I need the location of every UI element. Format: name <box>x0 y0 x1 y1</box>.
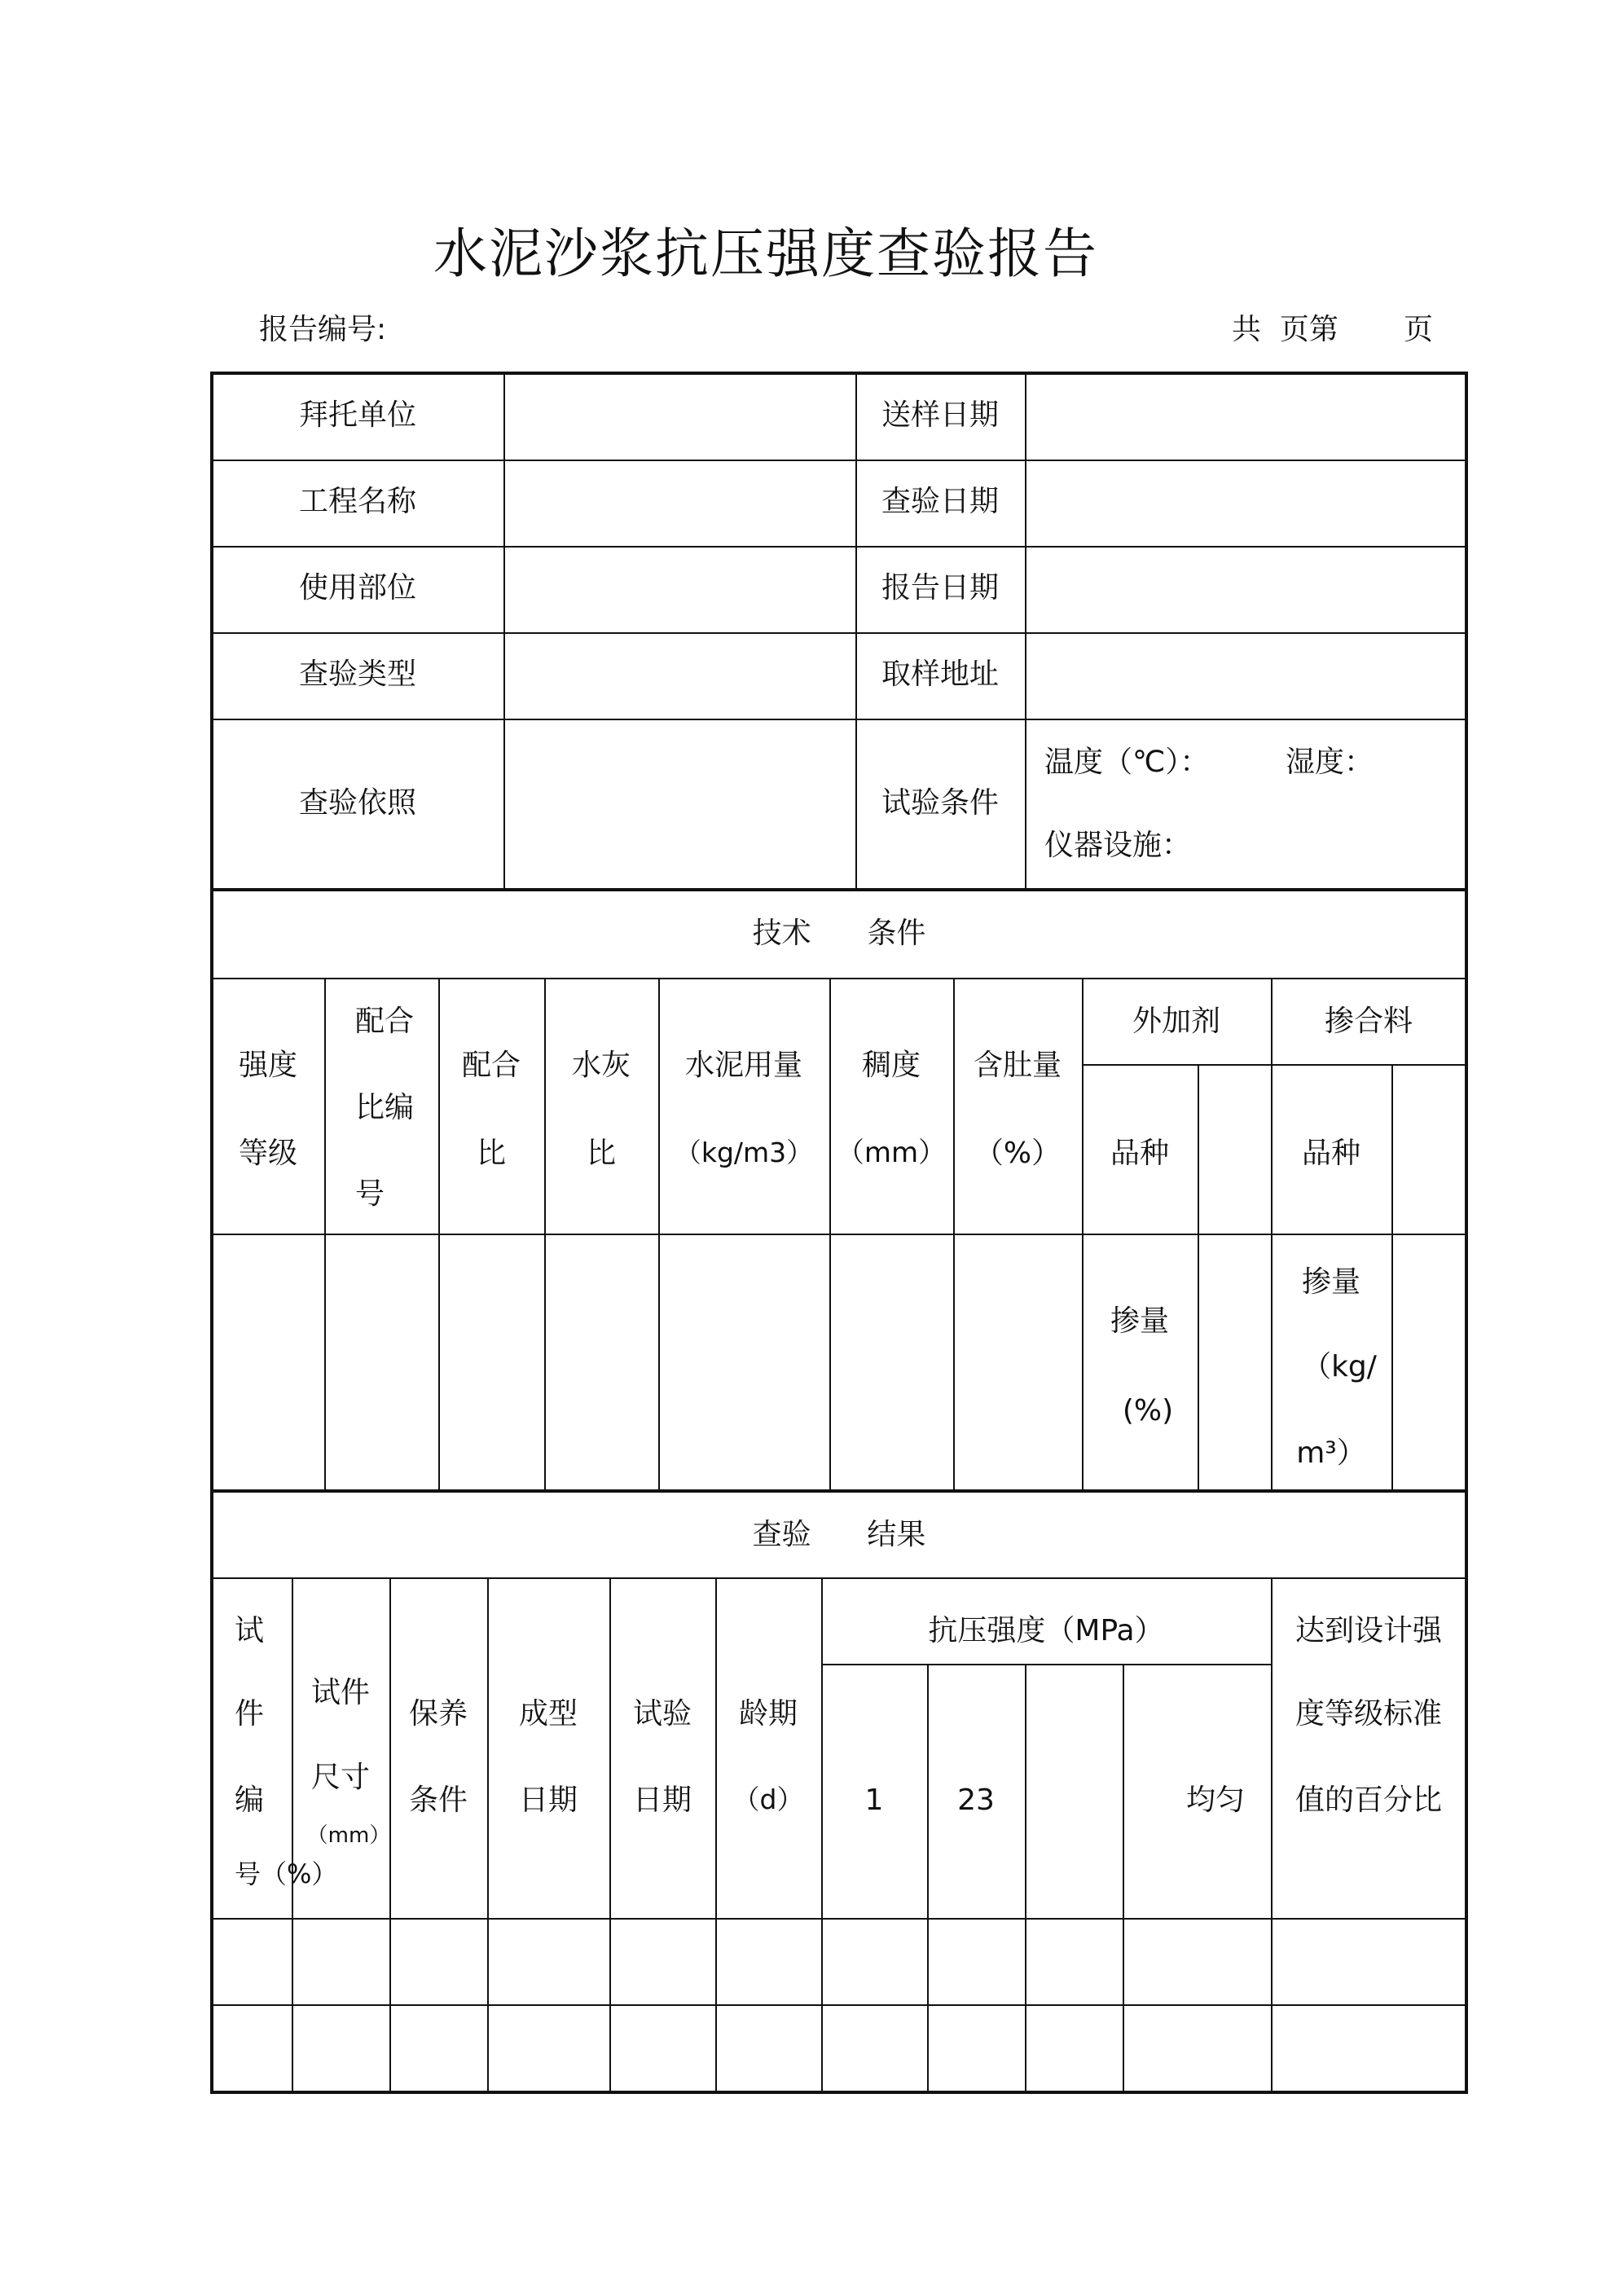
mineral-admixture-header: 掺合料 <box>1324 1005 1413 1038</box>
specimen-size-header: 试件 <box>310 1676 370 1709</box>
admixture-dosage-label: 掺量 <box>1110 1304 1169 1338</box>
page-title: 水泥沙浆抗压强度查验报告 <box>433 222 1098 285</box>
instrument-label: 仪器设施： <box>1044 829 1192 862</box>
specimen-1-label: 1 <box>864 1784 884 1817</box>
results-section-title: 查验 结果 <box>752 1518 926 1551</box>
age-header: 龄期 <box>738 1697 798 1731</box>
page-count-label: 共 页第 页 <box>1232 313 1433 346</box>
water-cement-header: 水灰 <box>571 1049 631 1082</box>
sampling-address-label: 取样地址 <box>881 658 999 691</box>
admixture-header: 外加剂 <box>1132 1005 1220 1038</box>
mix-ratio-header: 配合 <box>461 1049 521 1082</box>
curing-header: 保养 <box>408 1697 468 1731</box>
tech-section-title: 技术 条件 <box>752 917 926 950</box>
cement-amount-header: 水泥用量 <box>684 1049 802 1082</box>
type-label: 查验类型 <box>298 658 416 691</box>
report-number-label: 报告编号: <box>259 313 387 346</box>
forming-date-header: 成型 <box>518 1697 578 1731</box>
basis-label: 查验依照 <box>298 786 416 820</box>
temperature-label: 温度（℃）： <box>1044 746 1210 779</box>
humidity-label: 湿度： <box>1286 746 1374 779</box>
report-date-label: 报告日期 <box>881 571 999 605</box>
average-label: 均匀 <box>1186 1784 1246 1817</box>
admixture-variety-label: 品种 <box>1110 1137 1169 1170</box>
design-strength-percentage-header: 达到设计强 <box>1295 1614 1442 1647</box>
mineral-variety-label: 品种 <box>1301 1137 1360 1170</box>
test-date-label: 查验日期 <box>881 485 999 518</box>
mud-content-header: 含肚量 <box>973 1049 1062 1082</box>
testing-date-header: 试验 <box>632 1697 692 1731</box>
mineral-dosage-label: 掺量 <box>1301 1265 1360 1299</box>
send-date-label: 送样日期 <box>881 398 999 432</box>
conditions-label: 试验条件 <box>881 786 999 820</box>
project-label: 工程名称 <box>298 485 416 518</box>
location-label: 使用部位 <box>298 571 416 605</box>
compressive-strength-header: 抗压强度（MPa） <box>928 1614 1164 1647</box>
client-label: 拜托单位 <box>298 398 416 432</box>
specimen-number-header: 试 <box>235 1614 265 1647</box>
specimen-23-label: 23 <box>957 1784 995 1817</box>
mix-number-header: 配合 <box>355 1005 415 1038</box>
consistency-header: 稠度 <box>861 1049 921 1082</box>
grade-header: 强度 <box>238 1049 297 1082</box>
